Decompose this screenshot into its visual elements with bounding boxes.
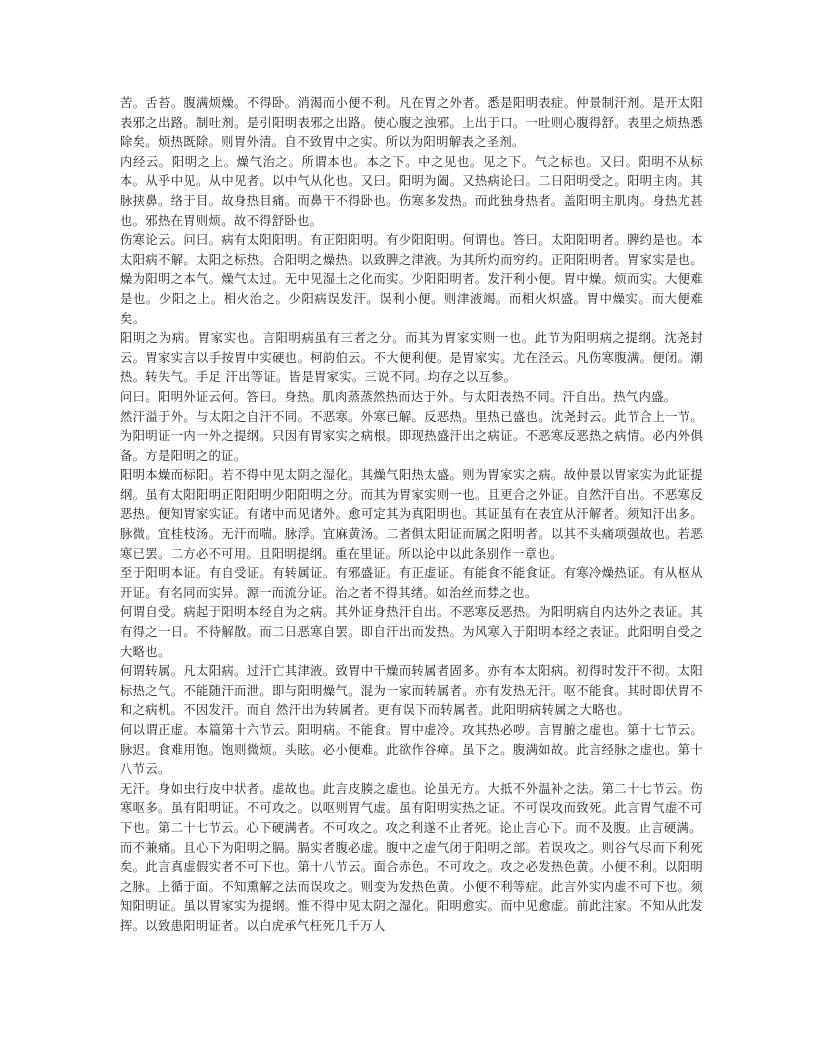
paragraph-4: 阳明之为病。胃家实也。言阳明病虽有三者之分。而其为胃家实则一也。此节为阳明病之提纲。沈尧封云。胃家实言以手按胃中实硬也。柯韵伯云。不大便利便。是胃家实。尤在泾云。凡伤寒腹满。便闭。潮热。转失气。手足 汗出等证。皆是胃家实。三说不同。均存之以互参。	[120, 331, 703, 385]
paragraph-2: 内经云。阳明之上。燥气治之。所谓本也。本之下。中之见也。见之下。气之标也。又曰。阳明不从标本。从乎中见。从中见者。以中气从化也。又曰。阳明为阖。又热病论曰。二日阳明受之。阳明主肉。其脉挟鼻。络于目。故身热目痛。而鼻干不得卧也。伤寒多发热。而此独身热者。盖阳明主肌肉。身热尤甚也。邪热在胃则烦。故不得舒卧也。	[120, 154, 703, 228]
paragraph-6: 然汗溢于外。与太阳之自汗不同。不恶寒。外寒已解。反恶热。里热已盛也。沈尧封云。此节合上一节。为阳明证一内一外之提纲。只因有胃家实之病根。即现热盛汗出之病证。不恶寒反恶热之病情。必内外俱备。方是阳明之的证。	[120, 409, 703, 463]
paragraph-7: 阳明本燥而标阳。若不得中见太阴之湿化。其燥气阳热太盛。则为胃家实之病。故仲景以胃家实为此证提纲。虽有太阳阳明正阳阳明少阳阳明之分。而其为胃家实则一也。且更合之外证。自然汗自出。不恶寒反恶热。便知胃家实证。有诸中而见诸外。愈可定其为真阳明也。其证虽有在表宜从汗解者。须知汗出多。脉微。宜桂枝汤。无汗而喘。脉浮。宜麻黄汤。二者俱太阳证而属之阳明者。以其不头痛项强故也。若恶寒已罢。二方必不可用。且阳明提纲。重在里证。所以论中以此条别作一章也。	[120, 468, 703, 561]
paragraph-3: 伤寒论云。问曰。病有太阳阳明。有正阳阳明。有少阳阳明。何谓也。答曰。太阳阳明者。脾约是也。本太阳病不解。太阳之标热。合阳明之燥热。以致脾之津液。为其所灼而穷约。正阳阳明者。胃家实是也。燥为阳明之本气。燥气太过。无中见湿土之化而实。少阳阳明者。发汗利小便。胃中燥。烦而实。大便难是也。少阳之上。相火治之。少阳病误发汗。误利小便。则津液竭。而相火炽盛。胃中燥实。而大便难矣。	[120, 233, 703, 326]
paragraph-12: 无汗。身如虫行皮中状者。虚故也。此言皮腠之虚也。论虽无方。大抵不外温补之法。第二十七节云。伤寒呕多。虽有阳明证。不可攻之。以呕则胃气虚。虽有阳明实热之证。不可误攻而致死。此言胃气虚不可下也。第二十七节云。心下硬满者。不可攻之。攻之利遂不止者死。论止言心下。而不及腹。止言硬满。	[120, 781, 703, 835]
paragraph-8: 至于阳明本证。有自受证。有转属证。有邪盛证。有正虚证。有能食不能食证。有寒冷燥热证。有从枢从开证。有名同而实异。源一而流分证。治之者不得其绪。如治丝而棼之也。	[120, 566, 703, 600]
paragraph-9: 何谓自受。病起于阳明本经自为之病。其外证身热汗自出。不恶寒反恶热。为阳明病自内达外之表证。其有得之一日。不待解散。而二日恶寒自罢。即自汗出而发热。为风寒入于阳明本经之表证。此阳明自受之大略也。	[120, 605, 703, 659]
paragraph-5: 问曰。阳明外证云何。答曰。身热。肌肉蒸蒸然热而达于外。与太阳表热不同。汗自出。热气内盛。	[120, 389, 677, 404]
paragraph-10: 何谓转属。凡太阳病。过汗亡其津液。致胃中干燥而转属者固多。亦有本太阳病。初得时发汗不彻。太阳标热之气。不能随汗而泄。即与阳明燥气。混为一家而转属者。亦有发热无汗。呕不能食。其时即伏胃不和之病机。不因发汗。而自 然汗出为转属者。更有误下而转属者。此阳明病转属之大略也。	[120, 664, 703, 718]
paragraph-13: 而不兼痛。且心下为阳明之膈。膈实者腹必虚。腹中之虚气闭于阳明之部。若误攻之。则谷气尽而下利死矣。此言真虚假实者不可下也。第十八节云。面合赤色。不可攻之。攻之必发热色黄。小便不利。以阳明之脉。上循于面。不知熏解之法而误攻之。则变为发热色黄。小便不利等症。此言外实内虚不可下也。须知阳明证。虽以胃家实为提纲。惟不得中见太阴之湿化。阳明愈实。而中见愈虚。前此注家。不知从此发挥。以致患阳明证者。以白虎承气枉死几千万人	[120, 840, 703, 933]
paragraph-1: 苦。舌苔。腹满烦燥。不得卧。消渴而小便不利。凡在胃之外者。悉是阳明表症。仲景制汗剂。是开太阳表邪之出路。制吐剂。是引阳明表邪之出路。使心腹之浊邪。上出于口。一吐则心腹得舒。表里之烦热悉除矣。烦热既除。则胃外清。自不致胃中之实。所以为阳明解表之圣剂。	[120, 96, 703, 150]
paragraph-11: 何以谓正虚。本篇第十六节云。阳明病。不能食。胃中虚冷。攻其热必哕。言胃腑之虚也。第十七节云。脉迟。食难用饱。饱则微烦。头眩。必小便难。此欲作谷瘅。虽下之。腹满如故。此言经脉之虚也。第十八节云。	[120, 723, 703, 777]
document-page	[120, 94, 703, 937]
